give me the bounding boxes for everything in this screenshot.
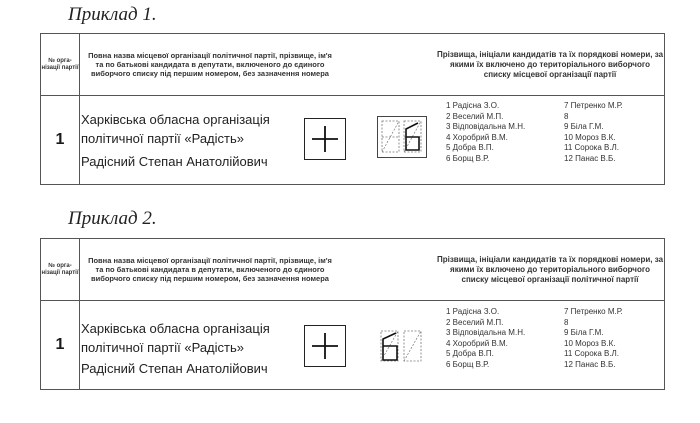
candidate-item: 10 Мороз В.К. (564, 132, 616, 142)
party-name-line-1: Харківська обласна організація (81, 112, 270, 127)
candidate-number-box[interactable] (377, 116, 427, 158)
candidate-item: 7 Петренко М.Р. (564, 307, 623, 316)
candidate-item: 6 Борщ В.Р. (446, 359, 490, 369)
header-name-column: Повна назва місцевої організації політичної партії, прізвище, ім'я та по батькові кандидата в депутати, включеного до єдиного виборчого списку під першим номером, без зазначення номера (88, 51, 332, 78)
candidate-item: 8 (564, 111, 569, 121)
ballot-example-1 (40, 33, 665, 185)
party-name-line-2: політичної партії «Радість» (81, 340, 244, 355)
header-candidates-column: Прізвища, ініціали кандидатів та їх порядкові номери, за якими їх включено до територіального виборчого списку місцевої організації партії (436, 49, 664, 79)
header-number-column: № орга-нізації партії (41, 239, 80, 300)
cross-mark-icon (305, 119, 345, 159)
candidate-item: 12 Панас В.Б. (564, 359, 616, 369)
example-2-title: Приклад 2. (68, 208, 157, 229)
cross-mark-icon (305, 326, 345, 366)
candidate-item: 12 Панас В.Б. (564, 153, 616, 163)
candidate-item: 10 Мороз В.К. (564, 338, 616, 348)
party-name-line-1: Харківська обласна організація (81, 321, 270, 336)
ballot-header (41, 239, 664, 301)
written-number-6-icon (377, 325, 427, 367)
candidate-item: 7 Петренко М.Р. (564, 101, 623, 110)
party-number: 1 (41, 96, 80, 184)
candidate-item: 9 Біла Г.М. (564, 328, 604, 338)
header-number-column: № орга-нізації партії (41, 34, 80, 95)
example-1-title: Приклад 1. (68, 4, 157, 25)
candidate-item: 11 Сорока В.Л. (564, 143, 620, 153)
party-name-line-2: політичної партії «Радість» (81, 131, 244, 146)
party-leader: Радісний Степан Анатолійович (81, 361, 268, 376)
party-row (41, 96, 664, 184)
candidate-item: 2 Веселий М.П. (446, 111, 504, 121)
party-name (81, 319, 270, 357)
party-row (41, 301, 664, 389)
candidate-item: 2 Веселий М.П. (446, 317, 504, 327)
header-name-column: Повна назва місцевої організації політичної партії, прізвище, ім'я та по батькові кандидата в депутати, включеного до єдиного виборчого списку під першим номером, без зазначення номера (88, 256, 332, 283)
candidates-list-right (564, 307, 623, 371)
ballot-example-2 (40, 238, 665, 390)
candidate-item: 9 Біла Г.М. (564, 122, 604, 132)
ballot-header (41, 34, 664, 96)
written-number-6-icon (378, 117, 426, 157)
candidate-item: 5 Добра В.П. (446, 143, 494, 153)
candidates-list-right (564, 101, 623, 165)
party-number: 1 (41, 301, 80, 389)
vote-mark-box[interactable] (304, 118, 346, 160)
vote-mark-box[interactable] (304, 325, 346, 367)
header-candidates-column: Прізвища, ініціали кандидатів та їх порядкові номери, за якими їх включено до територіального виборчого списку місцевої організації політичної партії (436, 254, 664, 284)
candidate-item: 5 Добра В.П. (446, 349, 494, 359)
candidate-item: 4 Хоробрий В.М. (446, 132, 508, 142)
candidate-item: 1 Радісна З.О. (446, 307, 500, 316)
candidate-item: 3 Відповідальна М.Н. (446, 122, 526, 132)
party-name (81, 110, 270, 148)
candidate-item: 1 Радісна З.О. (446, 101, 500, 110)
candidate-item: 4 Хоробрий В.М. (446, 338, 508, 348)
party-leader: Радісний Степан Анатолійович (81, 154, 268, 169)
candidate-item: 11 Сорока В.Л. (564, 349, 620, 359)
candidate-item: 8 (564, 317, 569, 327)
candidate-item: 3 Відповідальна М.Н. (446, 328, 526, 338)
candidates-list-left (446, 307, 525, 371)
candidates-list-left (446, 101, 525, 165)
candidate-number-box[interactable] (377, 325, 427, 367)
candidate-item: 6 Борщ В.Р. (446, 153, 490, 163)
